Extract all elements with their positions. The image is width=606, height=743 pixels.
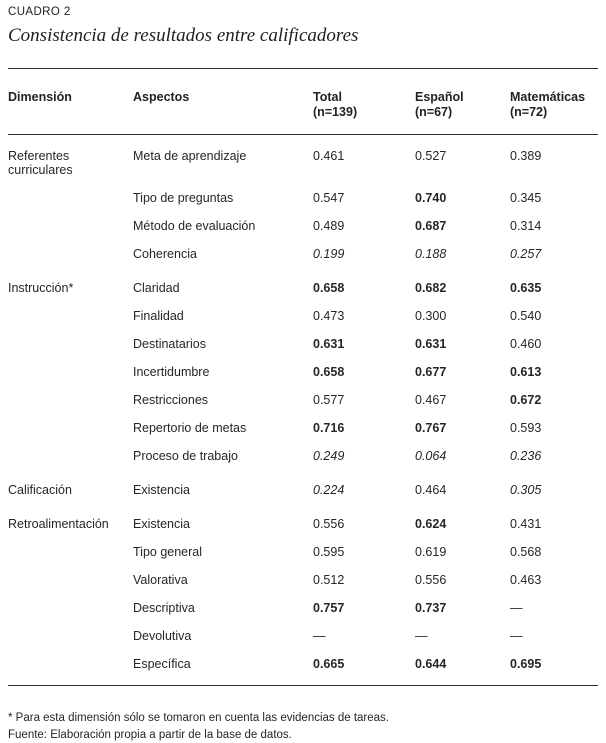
table-row [8,435,598,463]
total-value: 0.199 [313,233,415,261]
espanol-value: 0.467 [415,379,510,407]
aspect-cell: Valorativa [133,559,313,587]
espanol-value: 0.300 [415,295,510,323]
dimension-cell [8,177,133,205]
col-header-sublabel: (n=67) [415,105,452,119]
total-value: 0.249 [313,435,415,463]
matematicas-value: 0.463 [510,559,598,587]
total-value: 0.473 [313,295,415,323]
espanol-value: 0.631 [415,323,510,351]
table-row [8,351,598,379]
aspect-cell: Claridad [133,261,313,295]
col-header-label: Matemáticas [510,90,585,104]
footnote-asterisk: * Para esta dimensión sólo se tomaron en cuenta las evidencias de tareas. [8,710,598,727]
col-header-dimension [8,69,133,135]
table-row [8,643,598,686]
matematicas-value: 0.305 [510,463,598,497]
total-value: 0.556 [313,497,415,531]
total-value: 0.489 [313,205,415,233]
espanol-value: 0.064 [415,435,510,463]
dimension-cell [8,435,133,463]
dimension-cell [8,323,133,351]
table-row [8,497,598,531]
dimension-cell [8,205,133,233]
matematicas-value: 0.431 [510,497,598,531]
matematicas-value: 0.635 [510,261,598,295]
total-value: 0.757 [313,587,415,615]
total-value: 0.658 [313,351,415,379]
dimension-cell [8,615,133,643]
matematicas-value: 0.540 [510,295,598,323]
aspect-cell: Repertorio de metas [133,407,313,435]
dimension-cell: Instrucción* [8,261,133,295]
table-label: CUADRO 2 [8,6,598,19]
matematicas-value: 0.460 [510,323,598,351]
table-row [8,205,598,233]
matematicas-value: 0.389 [510,135,598,178]
espanol-value: 0.619 [415,531,510,559]
dimension-cell: Referentes curriculares [8,135,133,178]
dimension-cell [8,587,133,615]
total-value: 0.631 [313,323,415,351]
espanol-value: 0.737 [415,587,510,615]
matematicas-value: — [510,615,598,643]
footnote-source: Fuente: Elaboración propia a partir de la base de datos. [8,727,598,743]
matematicas-value: 0.257 [510,233,598,261]
col-header-sublabel: (n=72) [510,105,547,119]
espanol-value: 0.740 [415,177,510,205]
espanol-value: 0.556 [415,559,510,587]
dimension-cell [8,233,133,261]
dimension-cell: Calificación [8,463,133,497]
col-header-total [313,69,415,135]
matematicas-value: — [510,587,598,615]
table-title: Consistencia de resultados entre calificadores [8,25,598,47]
table-row [8,323,598,351]
aspect-cell: Coherencia [133,233,313,261]
aspect-cell: Específica [133,643,313,686]
table-row [8,135,598,178]
table-header [8,69,598,135]
aspect-cell: Proceso de trabajo [133,435,313,463]
results-table [8,68,598,686]
col-header-aspects [133,69,313,135]
table-row [8,233,598,261]
dimension-cell [8,295,133,323]
espanol-value: 0.464 [415,463,510,497]
aspect-cell: Finalidad [133,295,313,323]
total-value: 0.512 [313,559,415,587]
col-header-matematicas [510,69,598,135]
aspect-cell: Método de evaluación [133,205,313,233]
col-header-label: Total [313,90,342,104]
aspect-cell: Incertidumbre [133,351,313,379]
espanol-value: 0.687 [415,205,510,233]
col-header-espanol [415,69,510,135]
aspect-cell: Restricciones [133,379,313,407]
espanol-value: 0.682 [415,261,510,295]
aspect-cell: Devolutiva [133,615,313,643]
matematicas-value: 0.345 [510,177,598,205]
aspect-cell: Tipo de preguntas [133,177,313,205]
header-row [8,69,598,135]
aspect-cell: Tipo general [133,531,313,559]
col-header-label: Aspectos [133,90,189,104]
dimension-cell [8,531,133,559]
total-value: — [313,615,415,643]
matematicas-value: 0.236 [510,435,598,463]
espanol-value: 0.624 [415,497,510,531]
total-value: 0.224 [313,463,415,497]
table-row [8,463,598,497]
matematicas-value: 0.568 [510,531,598,559]
total-value: 0.461 [313,135,415,178]
col-header-label: Dimensión [8,90,72,104]
matematicas-value: 0.672 [510,379,598,407]
total-value: 0.547 [313,177,415,205]
espanol-value: 0.188 [415,233,510,261]
matematicas-value: 0.695 [510,643,598,686]
espanol-value: 0.677 [415,351,510,379]
table-row [8,615,598,643]
table-row [8,407,598,435]
table-row [8,559,598,587]
aspect-cell: Destinatarios [133,323,313,351]
aspect-cell: Existencia [133,497,313,531]
table-row [8,295,598,323]
espanol-value: 0.527 [415,135,510,178]
aspect-cell: Meta de aprendizaje [133,135,313,178]
dimension-cell [8,643,133,686]
espanol-value: 0.644 [415,643,510,686]
matematicas-value: 0.613 [510,351,598,379]
total-value: 0.665 [313,643,415,686]
table-row [8,261,598,295]
total-value: 0.658 [313,261,415,295]
dimension-cell: Retroalimentación [8,497,133,531]
dimension-cell [8,351,133,379]
dimension-cell [8,559,133,587]
table-row [8,531,598,559]
footnotes [8,710,598,743]
table-body [8,135,598,686]
matematicas-value: 0.593 [510,407,598,435]
aspect-cell: Existencia [133,463,313,497]
aspect-cell: Descriptiva [133,587,313,615]
espanol-value: 0.767 [415,407,510,435]
table-row [8,587,598,615]
total-value: 0.595 [313,531,415,559]
dimension-cell [8,379,133,407]
table-row [8,379,598,407]
espanol-value: — [415,615,510,643]
matematicas-value: 0.314 [510,205,598,233]
col-header-label: Español [415,90,464,104]
total-value: 0.716 [313,407,415,435]
dimension-cell [8,407,133,435]
total-value: 0.577 [313,379,415,407]
col-header-sublabel: (n=139) [313,105,357,119]
table-row [8,177,598,205]
